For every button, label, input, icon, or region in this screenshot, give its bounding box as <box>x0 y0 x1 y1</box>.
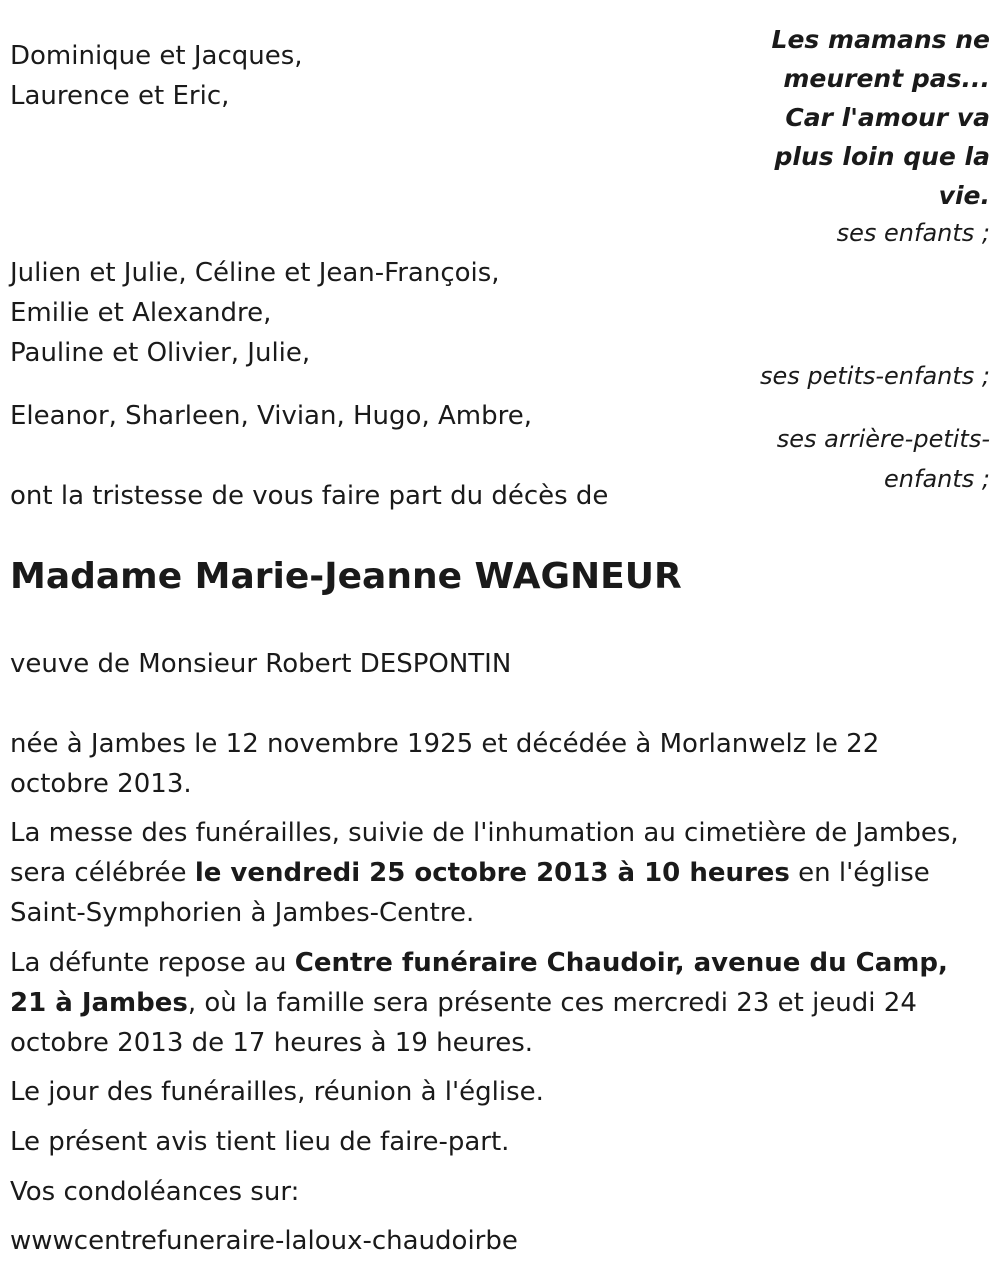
quote-line: meurent pas... <box>783 64 990 93</box>
funeral-church-text: en l'église Saint-Symphorien à Jambes-Centre. <box>10 858 930 928</box>
repose-paragraph <box>10 943 985 1063</box>
children-line-2: Laurence et Eric, <box>10 81 230 111</box>
epigraph-quote <box>760 20 990 215</box>
church-meeting-text: Le jour des funérailles, réunion à l'église. <box>10 1077 544 1107</box>
condolences-website: wwwcentrefuneraire-laloux-chaudoirbe <box>10 1226 518 1256</box>
greatgrandchildren-role-line-1: ses arrière-petits- <box>776 425 990 453</box>
quote-line: vie. <box>938 181 990 210</box>
condolences-label: Vos condoléances sur: <box>10 1177 300 1207</box>
funeral-date-time: le vendredi 25 octobre 2013 à 10 heures <box>194 858 790 888</box>
notice-text: Le présent avis tient lieu de faire-part. <box>10 1127 510 1157</box>
greatgrandchildren-role-line-2: enfants ; <box>884 465 990 493</box>
quote-line: Les mamans ne <box>771 25 990 54</box>
children-line-1: Dominique et Jacques, <box>10 41 303 71</box>
funeral-home-address: Centre funéraire Chaudoir, avenue du Camp, 21 à Jambes <box>10 948 948 1018</box>
greatgrandchildren-line: Eleanor, Sharleen, Vivian, Hugo, Ambre, <box>10 401 532 431</box>
funeral-mass-paragraph <box>10 813 985 933</box>
repose-text: La défunte repose au <box>10 948 295 978</box>
announcement-text: ont la tristesse de vous faire part du décès de <box>10 481 609 511</box>
children-role: ses enfants ; <box>836 219 990 247</box>
deceased-name: Madame Marie-Jeanne WAGNEUR <box>10 556 682 597</box>
birth-death-paragraph: née à Jambes le 12 novembre 1925 et décédée à Morlanwelz le 22 octobre 2013. <box>10 729 880 799</box>
quote-line: Car l'amour va <box>785 103 990 132</box>
visiting-hours-text: , où la famille sera présente ces mercredi 23 et jeudi 24 octobre 2013 de 17 heures à 19 heures. <box>10 988 917 1058</box>
grandchildren-line-1: Julien et Julie, Céline et Jean-François, <box>10 258 500 288</box>
grandchildren-line-2: Emilie et Alexandre, <box>10 298 272 328</box>
grandchildren-line-3: Pauline et Olivier, Julie, <box>10 338 311 368</box>
quote-line: plus loin que la <box>774 142 990 171</box>
widow-of-text: veuve de Monsieur Robert DESPONTIN <box>10 649 512 679</box>
grandchildren-role: ses petits-enfants ; <box>759 362 990 390</box>
funeral-mass-text: La messe des funérailles, suivie de l'inhumation au cimetière de Jambes, sera célébrée <box>10 818 959 888</box>
